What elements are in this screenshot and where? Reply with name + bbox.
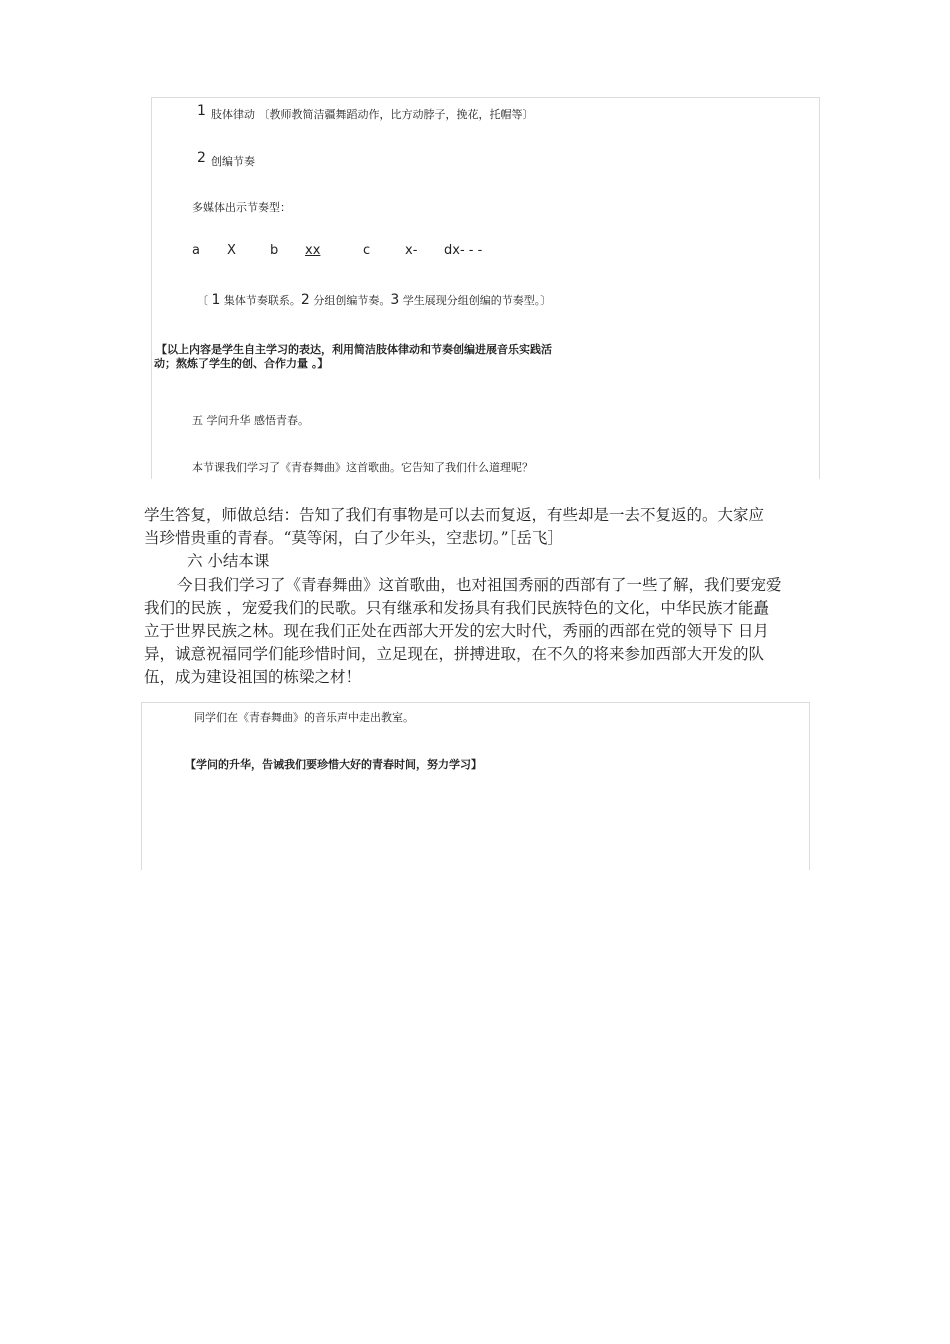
item-number-1: 1 [197, 103, 206, 119]
conclusion-line-5: 伍，成为建设祖国的栋梁之材！ [144, 668, 362, 686]
design-note-line-2: 动；熬炼了学生的创、合作力量 。】 [154, 357, 329, 370]
design-note-line-1: 【以上内容是学生自主学习的表达，利用简洁肢体律动和节奏创编进展音乐实践活 [156, 343, 552, 356]
step-2-text: 分组创编节奏。 [309, 294, 391, 307]
closing-activity-line: 同学们在《青春舞曲》的音乐声中走出教室。 [194, 711, 414, 724]
rhythm-label-c: c [363, 243, 371, 258]
section-six-heading: 六 小结本课 [187, 552, 270, 570]
step-number-1: 1 [211, 292, 221, 308]
summary-paragraph-line-1: 学生答复，师做总结：告知了我们有事物是可以去而复返，有些却是一去不复返的。大家应 [144, 506, 765, 524]
section-five-heading: 五 学问升华 感悟青春。 [192, 414, 309, 427]
item-number-2: 2 [197, 150, 206, 166]
rhythm-pattern-dx: dx- - - [444, 243, 483, 258]
summary-paragraph-line-2: 当珍惜贵重的青春。“莫等闲，白了少年头，空悲切。”［岳飞］ [144, 529, 563, 547]
closing-note-line: 【学问的升华，告诫我们要珍惜大好的青春时间，努力学习】 [185, 758, 482, 771]
conclusion-line-2: 我们的民族 ，宠爱我们的民歌。只有继承和发扬具有我们民族特色的文化，中华民族才能矗 [144, 599, 769, 617]
step-1-text: 集体节奏联系。 [220, 294, 301, 307]
rhythm-pattern-xx: xx [305, 243, 321, 258]
lesson-plan-table-top [151, 97, 820, 479]
rhythm-label-a: a [192, 243, 200, 258]
step-number-2: 2 [300, 292, 310, 308]
conclusion-line-1: 今日我们学习了《青春舞曲》这首歌曲，也对祖国秀丽的西部有了一些了解，我们要宠爱 [177, 576, 782, 594]
lesson-plan-table-bottom [141, 702, 810, 870]
rhythm-label-b: b [270, 243, 279, 258]
step-3-text: 学生展现分组创编的节奏型。〕 [399, 294, 552, 307]
rhythm-pattern-x: X [227, 243, 236, 258]
bracket-open: 〔 [197, 294, 212, 307]
rhythm-steps-line [197, 292, 551, 308]
conclusion-line-3: 立于世界民族之林。现在我们正处在西部大开发的宏大时代，秀丽的西部在党的领导下 日月 [144, 622, 769, 640]
reflection-question: 本节课我们学习了《青春舞曲》这首歌曲。它告知了我们什么道理呢？ [192, 461, 533, 474]
rhythm-pattern-x-dash: x- [405, 243, 418, 258]
step-number-3: 3 [390, 292, 400, 308]
multimedia-rhythm-line: 多媒体出示节奏型： [192, 201, 291, 214]
conclusion-line-4: 异，诚意祝福同学们能珍惜时间，立足现在，拼搏进取，在不久的将来参加西部大开发的队 [144, 645, 765, 663]
rhythm-creation-heading: 创编节奏 [211, 155, 255, 168]
body-movement-line: 肢体律动 〔教师教简洁疆舞蹈动作，比方动脖子，挽花，托帽等〕 [211, 108, 534, 121]
